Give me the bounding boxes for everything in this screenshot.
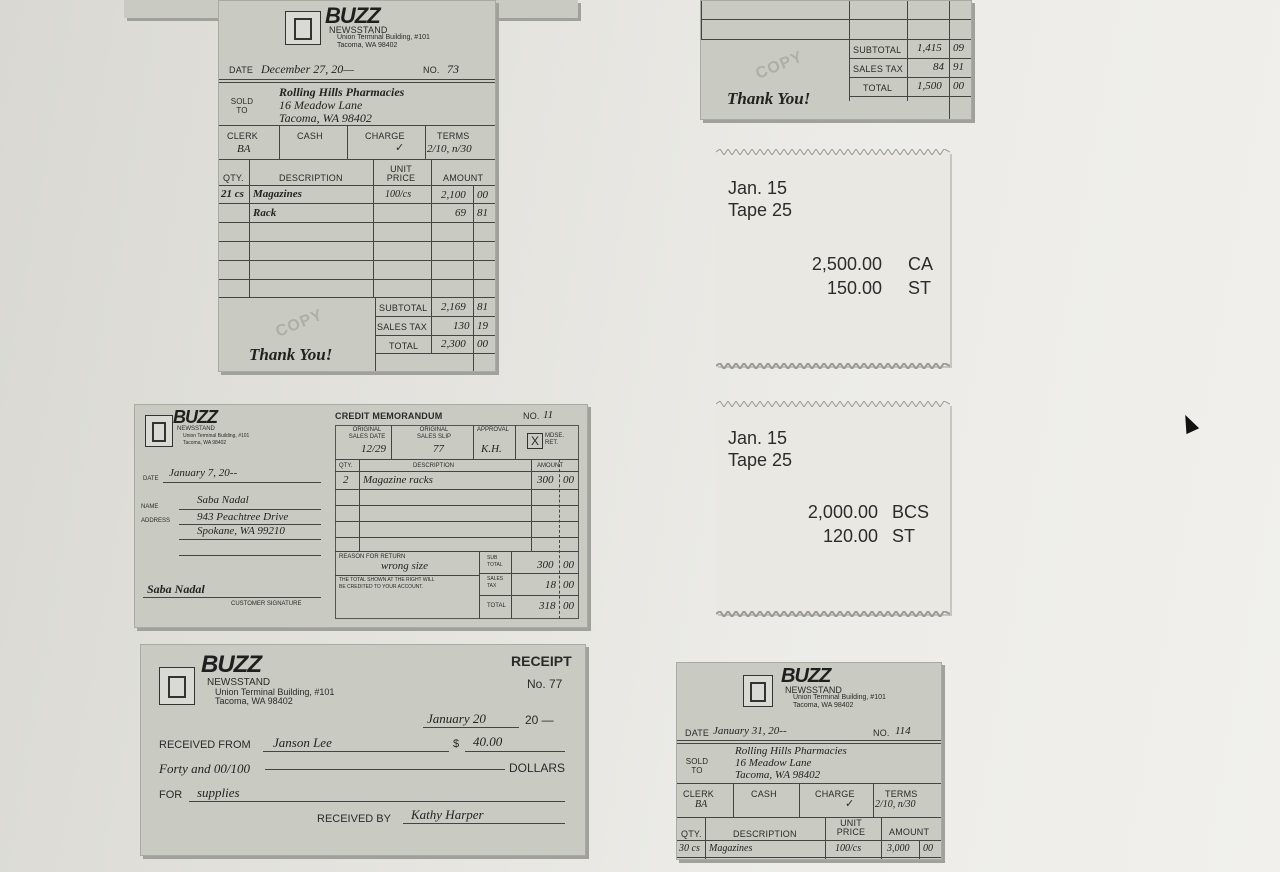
header-cash: CASH [751,789,777,799]
date-label: DATE [685,728,710,738]
date-label: DATE [143,476,159,482]
adding-machine-tape-2 [716,404,950,614]
brand-subtitle: NEWSSTAND [329,25,388,35]
total-label: TOTAL [389,341,419,351]
invoice-no-label: NO. [873,728,890,738]
item-description: Magazine racks [363,474,433,486]
orig-date-label: ORIGINAL SALES DATE [348,427,386,440]
buzz-logo-icon [285,11,321,45]
received-from-label: RECEIVED FROM [159,739,251,751]
brand-address-2: Tacoma, WA 98402 [793,702,854,709]
signature-label: CUSTOMER SIGNATURE [231,601,302,607]
total-value: 1,500 [917,80,942,92]
header-charge: CHARGE [365,131,405,141]
receipt-date: January 20 [427,711,486,726]
credit-note: THE TOTAL SHOWN AT THE RIGHT WILL BE CREDITED TO YOUR ACCOUNT. [339,577,435,590]
charge-checkmark-icon: ✓ [845,798,855,810]
amount-in-words: Forty and 00/100 [159,761,250,776]
item-amount-cents: 00 [563,474,574,486]
row2-amount: 69 [455,207,466,219]
torn-edge-top [716,401,950,407]
sales-tax-value: 18 [545,579,556,591]
row1-amount: 3,000 [887,843,910,854]
brand-name: BUZZ [201,651,261,678]
brand-address-1: Union Terminal Building, #101 [183,433,250,439]
brand-subtitle: NEWSSTAND [177,426,215,432]
sales-tax-value: 130 [453,320,470,332]
for-label: FOR [159,789,183,801]
credit-memorandum [134,404,588,628]
subtotal-label: SUBTOTAL [379,303,428,313]
sales-tax-cents: 91 [953,61,964,73]
header-clerk: CLERK [683,789,715,799]
tape-amount-1: 2,000.00 [807,502,878,522]
brand-name: BUZZ [325,3,380,28]
orig-slip: 77 [433,443,444,455]
tape-date: Jan. 15 [728,178,788,198]
orig-date: 12/29 [361,443,387,455]
tape-number: Tape 25 [728,200,793,220]
col-qty: QTY. [681,829,702,839]
invoice-top [218,0,496,372]
brand-name: BUZZ [781,665,831,687]
clerk-value: BA [237,143,251,155]
total-value: 2,300 [441,338,466,350]
sold-to-line-3: Tacoma, WA 98402 [735,769,821,781]
tape-amount-2: 150.00 [826,278,882,298]
header-cash: CASH [297,131,323,141]
item-qty: 2 [343,474,349,486]
receipt-year: 20 — [525,713,554,727]
row1-qty: 30 cs [679,843,700,854]
col-amount: AMOUNT [443,173,484,183]
tape-code-1: CA [908,254,934,274]
memo-title: CREDIT MEMORANDUM [335,411,443,421]
buzz-logo-icon [145,415,173,447]
total-cents: 00 [477,338,488,350]
total-value: 318 [539,600,556,612]
adding-machine-tape-1 [716,152,950,366]
row1-desc: Magazines [253,188,302,200]
address-label: ADDRESS [141,518,171,524]
mdse-label: MDSE. RET. [545,433,565,446]
invoice-no: 73 [447,62,459,76]
receipt-amount: 40.00 [473,734,503,749]
memo-no-label: NO. [523,411,540,421]
invoice-no-label: NO. [423,65,440,75]
thank-you: Thank You! [249,345,333,364]
col-description: DESCRIPTION [279,173,343,183]
sold-to-line-1: Rolling Hills Pharmacies [735,745,847,757]
row1-price: 100/cs [835,843,862,854]
subtotal-value: 300 [537,559,554,571]
brand-name: BUZZ [173,407,217,427]
brand-address-2: Tacoma, WA 98402 [337,42,398,49]
buzz-logo-icon [159,667,195,705]
sold-to-line-2: 16 Meadow Lane [735,757,812,769]
subtotal-cents: 09 [953,42,964,54]
charge-checkmark-icon: ✓ [395,142,405,154]
mdse-checkbox: X [527,433,543,449]
header-terms: TERMS [437,131,470,141]
brand-subtitle: NEWSSTAND [207,677,271,688]
brand-subtitle: NEWSSTAND [785,685,842,695]
col-description: DESCRIPTION [413,463,455,469]
dollars-label: DOLLARS [509,761,566,775]
sales-tax-label: SALES TAX [487,576,504,589]
buzz-logo-icon [743,675,773,707]
receipt-title: RECEIPT [511,653,572,669]
row2-desc: Rack [253,207,277,219]
sales-tax-label: SALES TAX [853,64,903,74]
tape-amount-2: 120.00 [822,526,878,546]
torn-edge-bottom [716,363,950,369]
copy-watermark: COPY [753,48,806,83]
row2-cents: 81 [477,207,488,219]
col-unit-price: UNIT PRICE [386,164,416,183]
brand-address-1: Union Terminal Building, #101 [337,34,430,41]
sales-tax-value: 84 [933,61,944,73]
mouse-cursor-icon [1179,412,1199,434]
clerk-value: BA [695,799,708,810]
invoice-top-right [700,0,972,120]
reason-value: wrong size [381,560,428,572]
sold-to-line-1: Rolling Hills Pharmacies [279,85,405,99]
tape-code-1: BCS [892,502,930,522]
terms-value: 2/10, n/30 [427,143,472,155]
row1-qty: 21 cs [221,188,244,200]
row1-amount: 2,100 [441,189,466,201]
tape-code-2: ST [908,278,932,298]
customer-signature: Saba Nadal [147,582,205,596]
row1-desc: Magazines [709,843,753,854]
invoice-bottom [676,662,942,860]
receipt [140,644,586,856]
date-label: DATE [229,65,254,75]
row1-price: 100/cs [385,189,412,200]
thank-you: Thank You! [727,89,811,108]
total-label: TOTAL [863,83,893,93]
subtotal-value: 2,169 [441,301,466,313]
subtotal-label: SUBTOTAL [853,45,902,55]
col-amount: AMOUNT [537,463,563,469]
brand-address-2: Tacoma, WA 98402 [215,696,293,706]
sales-tax-label: SALES TAX [377,322,427,332]
for-value: supplies [197,785,240,800]
total-cents: 00 [563,600,574,612]
tape-date: Jan. 15 [728,428,788,448]
header-clerk: CLERK [227,131,259,141]
address-line-2: Spokane, WA 99210 [197,525,285,537]
received-by-label: RECEIVED BY [317,813,391,825]
sales-tax-cents: 00 [563,579,574,591]
col-qty: QTY. [223,173,244,183]
subtotal-cents: 00 [563,559,574,571]
row1-cents: 00 [923,843,933,854]
invoice-date: January 31, 20-- [713,725,787,737]
subtotal-cents: 81 [477,301,488,313]
invoice-date: December 27, 20— [261,62,354,76]
col-description: DESCRIPTION [733,829,797,839]
header-terms: TERMS [885,789,918,799]
col-unit-price: UNIT PRICE [836,818,866,837]
sold-to-line-3: Tacoma, WA 98402 [279,111,372,125]
dollar-sign: $ [453,738,460,750]
received-by-value: Kathy Harper [411,807,484,822]
terms-value: 2/10, n/30 [875,799,916,810]
tape-code-2: ST [892,526,916,546]
memo-no: 11 [543,409,554,421]
brand-address-1: Union Terminal Building, #101 [793,694,886,701]
total-label: TOTAL [487,603,506,609]
subtotal-label: SUB TOTAL [487,555,503,568]
row1-cents: 00 [477,189,488,201]
reason-label: REASON FOR RETURN [339,554,406,560]
header-charge: CHARGE [815,789,855,799]
orig-slip-label: ORIGINAL SALES SLIP [416,427,452,440]
col-qty: QTY. [339,463,353,469]
received-from-value: Janson Lee [273,735,332,750]
customer-name: Saba Nadal [197,494,249,506]
subtotal-value: 1,415 [917,42,942,54]
address-line-1: 943 Peachtree Drive [197,511,289,523]
name-label: NAME [141,504,159,510]
col-amount: AMOUNT [889,827,930,837]
tape-amount-1: 2,500.00 [811,254,882,274]
approval-value: K.H. [481,443,502,455]
tape-number: Tape 25 [728,450,793,470]
sales-tax-cents: 19 [477,320,488,332]
brand-address-2: Tacoma, WA 98402 [183,440,227,446]
copy-watermark: COPY [273,306,326,341]
memo-date: January 7, 20-- [169,467,238,479]
sold-to-label: SOLD TO [685,757,709,775]
invoice-no: 114 [895,725,911,737]
total-cents: 00 [953,80,964,92]
receipt-no: No. 77 [527,677,563,691]
torn-edge-top [716,149,950,155]
brand-address-1: Union Terminal Building, #101 [215,687,335,697]
sold-to-label: SOLD TO [230,97,254,115]
item-amount: 300 [537,474,554,486]
torn-edge-bottom [716,611,950,617]
approval-label: APPROVAL [477,427,509,433]
sold-to-line-2: 16 Meadow Lane [279,98,363,112]
